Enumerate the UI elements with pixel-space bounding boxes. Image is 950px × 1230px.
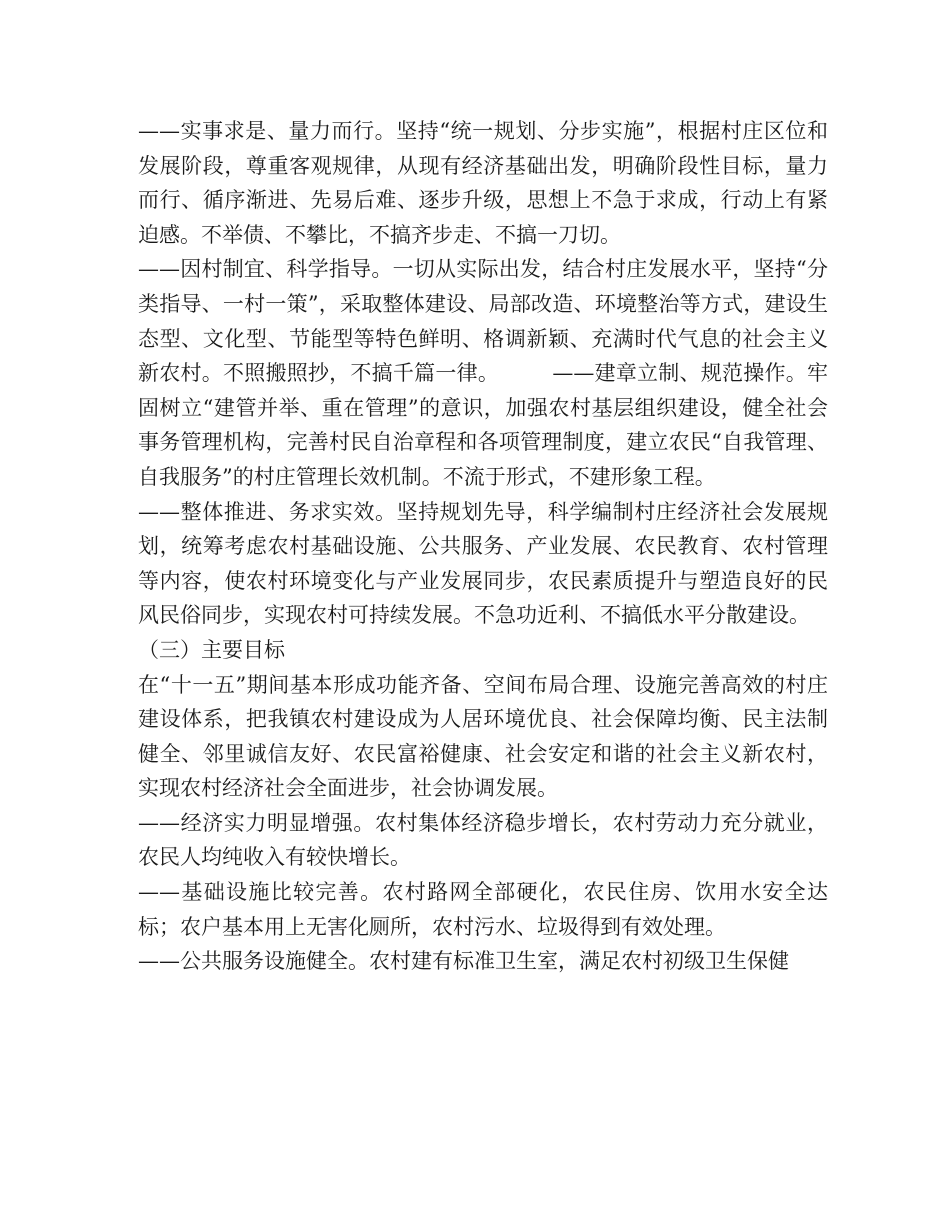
paragraph-goal-infrastructure: ——基础设施比较完善。农村路网全部硬化，农民住房、饮用水安全达标；农户基本用上无害化厕所，农村污水、垃圾得到有效处理。 [138,880,828,939]
paragraph-goal-economy: ——经济实力明显增强。农村集体经济稳步增长，农村劳动力充分就业，农民人均纯收入有较快增长。 [138,810,828,870]
section-heading-main-goals: （三）主要目标 [138,637,285,662]
paragraph-principle-practical: ——实事求是、量力而行。坚持“统一规划、分步实施”，根据村庄区位和发展阶段，尊重客观规律，从现有经济基础出发，明确阶段性目标，量力而行、循序渐进、先易后难、逐步升级，思想上不急于求成，行动上有紧迫感。不举债、不攀比，不搞齐步走、不搞一刀切。 [138,119,828,247]
paragraph-goals-intro: 在“十一五”期间基本形成功能齐备、空间布局合理、设施完善高效的村庄建设体系，把我镇农村建设成为人居环境优良、社会保障均衡、民主法制健全、邻里诚信友好、农民富裕健康、社会安定和谐的社会主义新农村，实现农村经济社会全面进步，社会协调发展。 [138,672,828,801]
paragraph-principle-local-and-rules: ——因村制宜、科学指导。一切从实际出发，结合村庄发展水平，坚持“分类指导、一村一策”，采取整体建设、局部改造、环境整治等方式，建设生态型、文化型、节能型等特色鲜明、格调新颖、充满时代气息的社会主义新农村。不照搬照抄，不搞千篇一律。 ——建章立制、规范操作。牢固树立“建管并举、重在管理”的意识，加强农村基层组织建设，健全社会事务管理机构，完善村民自治章程和各项管理制度，建立农民“自我管理、自我服务”的村庄管理长效机制。不流于形式，不建形象工程。 [138,257,828,489]
paragraph-principle-overall: ——整体推进、务求实效。坚持规划先导，科学编制村庄经济社会发展规划，统筹考虑农村基础设施、公共服务、产业发展、农民教育、农村管理等内容，使农村环境变化与产业发展同步，农民素质提升与塑造良好的民风民俗同步，实现农村可持续发展。不急功近利、不搞低水平分散建设。 [138,499,828,628]
document-body [138,114,828,979]
paragraph-goal-public-services: ——公共服务设施健全。农村建有标准卫生室，满足农村初级卫生保健 [138,949,789,974]
